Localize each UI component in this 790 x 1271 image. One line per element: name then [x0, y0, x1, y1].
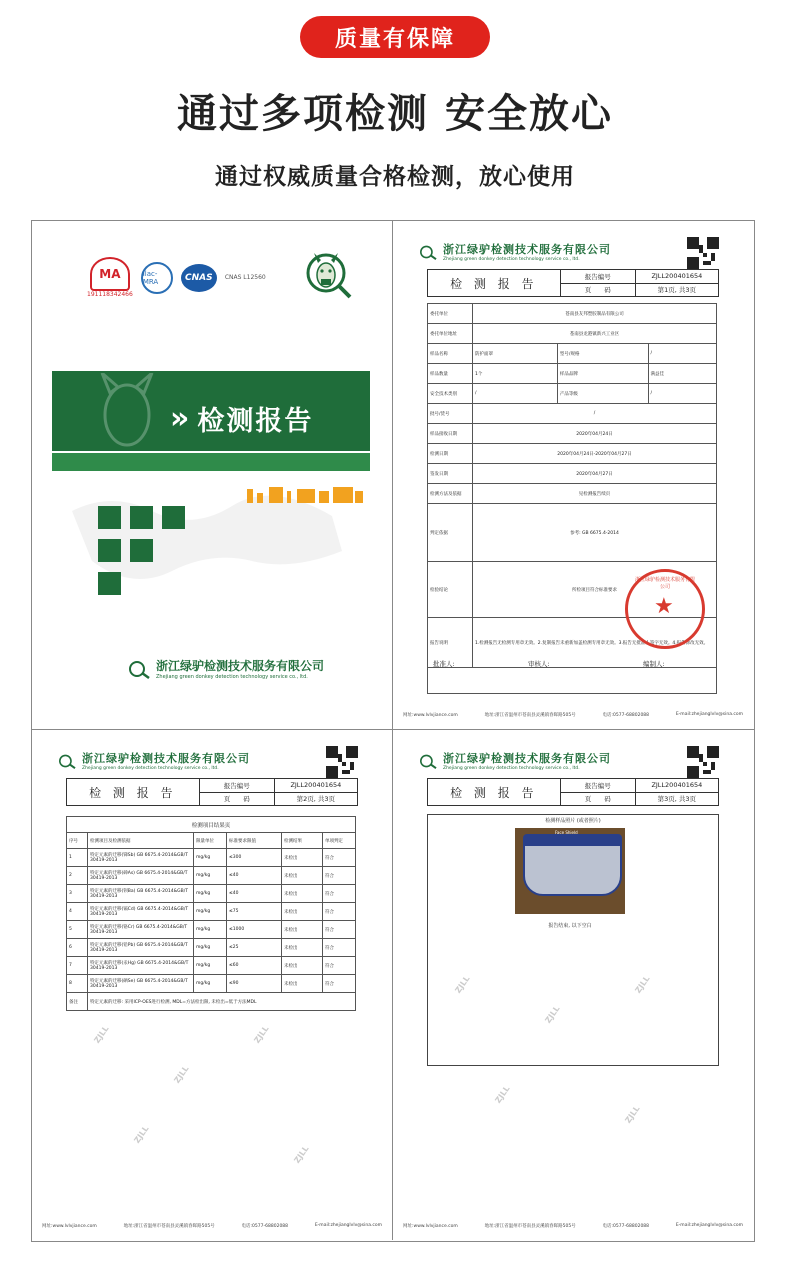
decor-square	[98, 506, 121, 529]
seal-text: 浙江绿驴检测技术服务有限公司	[634, 577, 695, 590]
footer-email: E-mail:zhejianglvlv@sina.com	[675, 1223, 743, 1228]
table-cell: 8	[67, 975, 88, 993]
watermark: ZJLL	[252, 1024, 271, 1045]
table-cell: 批号/货号	[428, 404, 473, 424]
photo-title: 检测样品照片 (或者照片)	[545, 818, 601, 824]
table-cell: mg/kg	[194, 957, 227, 975]
note-text: 特定元素的迁移: 采用ICP-OES进行检测, MDL=方法检出限, 未检出=低于方法MDL	[88, 993, 356, 1011]
footer-address: 地址:浙江省温州市苍南县灵溪镇春晖路505号	[484, 1224, 576, 1229]
table-cell: 特定元素的迁移(铅Pb) GB 6675.4-2014&GB/T 30419-2013	[88, 939, 194, 957]
table-cell: 特定元素的迁移(砷As) GB 6675.4-2014&GB/T 30419-2013	[88, 867, 194, 885]
page-label: 页 码	[200, 792, 274, 806]
report-title: 检 测 报 告	[428, 779, 561, 805]
footer-address: 地址:浙江省温州市苍南县灵溪镇春晖路505号	[123, 1224, 215, 1229]
report-title: 检 测 报 告	[428, 270, 561, 296]
page-footer	[403, 1223, 743, 1229]
table-cell: mg/kg	[194, 903, 227, 921]
face-shield-image	[523, 834, 622, 896]
ma-icon: MA	[90, 257, 130, 291]
table-row	[67, 957, 356, 975]
table-cell: 符合	[323, 885, 356, 903]
photo-caption: 报告结束, 以下空白	[548, 923, 592, 929]
footer-url: 网址:www.lvlvjiance.com	[403, 713, 458, 718]
footer-email: E-mail:zhejianglvlv@sina.com	[675, 712, 743, 717]
page-headline: 通过多项检测 安全放心	[177, 91, 613, 137]
chevron-right-icon: »	[170, 400, 190, 436]
report-title-box	[66, 778, 358, 806]
report-no-label: 报告编号	[223, 781, 250, 790]
company-logo-icon	[419, 244, 437, 260]
watermark: ZJLL	[172, 1064, 191, 1085]
page-footer	[403, 712, 743, 718]
table-cell: 特定元素的迁移(汞Hg) GB 6675.4-2014&GB/T 30419-2013	[88, 957, 194, 975]
table-cell: ≤60	[227, 957, 282, 975]
page-footer	[42, 1223, 382, 1229]
table-row	[67, 975, 356, 993]
decor-square	[98, 572, 121, 595]
table-row	[67, 885, 356, 903]
lab-name-en: Zhejiang green donkey detection technology service co., ltd.	[82, 766, 219, 771]
cnas-icon: CNAS	[181, 264, 217, 292]
company-name: 浙江绿驴检测技术服务有限公司	[156, 659, 325, 673]
report-page-3	[393, 730, 752, 1239]
table-cell: mg/kg	[194, 885, 227, 903]
table-header: 标准要求限值	[227, 833, 282, 849]
table-cell: ≤300	[227, 849, 282, 867]
table-cell: ≤90	[227, 975, 282, 993]
table-cell: 符合	[323, 957, 356, 975]
table-cell: 特定元素的迁移(钡Ba) GB 6675.4-2014&GB/T 30419-2013	[88, 885, 194, 903]
table-header: 限量单位	[194, 833, 227, 849]
table-cell: /	[473, 384, 558, 404]
qr-code-icon	[687, 237, 719, 269]
decorative-stripes	[247, 485, 367, 505]
table-cell: 特定元素的迁移(铬Cr) GB 6675.4-2014&GB/T 30419-2013	[88, 921, 194, 939]
table-header: 序号	[67, 833, 88, 849]
table-cell: 符合	[323, 849, 356, 867]
table-cell: 样品品牌	[557, 364, 648, 384]
table-row	[67, 921, 356, 939]
report-page-2	[32, 730, 391, 1239]
report-no-label: 报告编号	[584, 781, 611, 790]
report-title-box	[427, 269, 719, 297]
table-title: 检测项目结果页	[67, 817, 356, 833]
lab-name: 浙江绿驴检测技术服务有限公司	[443, 752, 611, 765]
table-header: 检测项目及检测依据	[88, 833, 194, 849]
table-cell: 7	[67, 957, 88, 975]
table-cell: 符合	[323, 975, 356, 993]
sample-photo	[515, 828, 625, 914]
table-cell: 苍南县友邦塑胶制品有限公司	[473, 304, 717, 324]
cnas-number: CNAS L12560	[224, 274, 266, 281]
table-cell: 未检出	[282, 903, 323, 921]
table-cell: 样品数量	[428, 364, 473, 384]
lab-name-en: Zhejiang green donkey detection technology service co., ltd.	[443, 766, 580, 771]
table-cell: 报告说明	[428, 618, 473, 668]
table-cell: /	[648, 384, 716, 404]
red-seal-stamp	[625, 569, 705, 649]
lab-name: 浙江绿驴检测技术服务有限公司	[443, 243, 611, 256]
table-cell: 委托单位	[428, 304, 473, 324]
page-number: 第2页, 共3页	[275, 792, 357, 806]
table-cell: 符合	[323, 939, 356, 957]
footer-phone: 电话:0577-68802088	[241, 1224, 289, 1229]
table-cell: 4	[67, 903, 88, 921]
table-cell: 1.检测报告无检测专用章无效。2.复制报告未重新加盖检测专用章无效。3.报告无批准人签字无效。4.报告涂改无效。	[473, 618, 717, 668]
table-cell: mg/kg	[194, 921, 227, 939]
table-cell: 见检测报告续页	[473, 484, 717, 504]
table-cell: 未检出	[282, 939, 323, 957]
table-cell: 1个	[473, 364, 558, 384]
watermark: ZJLL	[292, 1144, 311, 1165]
table-cell: 特定元素的迁移(镉Cd) GB 6675.4-2014&GB/T 30419-2013	[88, 903, 194, 921]
table-cell: 防护面罩	[473, 344, 558, 364]
table-header: 单项判定	[323, 833, 356, 849]
watermark: ZJLL	[92, 1024, 111, 1045]
cma-logo	[87, 257, 133, 299]
company-logo-icon	[419, 753, 437, 769]
cover-title-row	[170, 399, 313, 438]
decor-square	[162, 506, 185, 529]
table-cell: 未检出	[282, 849, 323, 867]
lab-name-en: Zhejiang green donkey detection technology service co., ltd.	[443, 257, 580, 262]
table-cell: 未检出	[282, 975, 323, 993]
table-cell: mg/kg	[194, 849, 227, 867]
report-cover	[32, 221, 391, 728]
table-cell: 检测方法及依据	[428, 484, 473, 504]
table-cell: 3	[67, 885, 88, 903]
table-row	[67, 903, 356, 921]
table-cell: 样品接收日期	[428, 424, 473, 444]
decor-square	[98, 539, 121, 562]
cover-band-light	[52, 453, 370, 471]
table-cell: 满益佳	[648, 364, 716, 384]
watermark: ZJLL	[633, 974, 652, 995]
table-cell: 安全技术类别	[428, 384, 473, 404]
page-number: 第1页, 共3页	[636, 283, 718, 297]
approver-label: 批准人:	[433, 660, 455, 668]
report-number: ZJLL200401654	[290, 781, 342, 790]
table-cell: /	[473, 404, 717, 424]
company-logo-icon	[58, 753, 76, 769]
lab-header	[419, 241, 611, 262]
footer-address: 地址:浙江省温州市苍南县灵溪镇春晖路505号	[484, 713, 576, 718]
footer-url: 网址:www.lvlvjiance.com	[403, 1224, 458, 1229]
table-cell: 6	[67, 939, 88, 957]
report-number: ZJLL200401654	[651, 781, 703, 790]
footer-phone: 电话:0577-68802088	[602, 1224, 650, 1229]
table-cell: 1	[67, 849, 88, 867]
report-number: ZJLL200401654	[651, 272, 703, 281]
table-cell: 2020年04月24日-2020年04月27日	[473, 444, 717, 464]
table-cell: 2020年04月27日	[473, 464, 717, 484]
qr-code-icon	[687, 746, 719, 778]
donkey-watermark-icon	[92, 373, 162, 449]
table-cell: 产品等级	[557, 384, 648, 404]
results-table	[66, 816, 356, 1011]
table-row	[67, 849, 356, 867]
table-cell: mg/kg	[194, 867, 227, 885]
table-cell: 未检出	[282, 867, 323, 885]
table-cell: /	[648, 344, 716, 364]
ma-number: 191118342466	[87, 291, 133, 298]
page-label: 页 码	[561, 792, 635, 806]
donkey-mascot-icon	[304, 251, 354, 299]
footer-phone: 电话:0577-68802088	[602, 713, 650, 718]
decor-square	[130, 539, 153, 562]
table-cell: 委托单位地址	[428, 324, 473, 344]
table-cell: 特定元素的迁移(锑Sb) GB 6675.4-2014&GB/T 30419-2013	[88, 849, 194, 867]
table-cell: 型号/规格	[557, 344, 648, 364]
qr-code-icon	[326, 746, 358, 778]
table-cell: 检验结论	[428, 562, 473, 618]
table-cell: 样品名称	[428, 344, 473, 364]
table-cell: 检测日期	[428, 444, 473, 464]
report-page-1	[393, 221, 752, 728]
table-cell: ≤75	[227, 903, 282, 921]
table-cell: ≤25	[227, 939, 282, 957]
footer-email: E-mail:zhejianglvlv@sina.com	[314, 1223, 382, 1228]
lab-header	[419, 750, 611, 771]
watermark: ZJLL	[132, 1124, 151, 1145]
table-cell: ≤40	[227, 867, 282, 885]
footer-url: 网址:www.lvlvjiance.com	[42, 1224, 97, 1229]
cover-title: 检测报告	[197, 406, 314, 437]
table-cell: 2	[67, 867, 88, 885]
table-cell: 判定依据	[428, 504, 473, 562]
table-cell: 5	[67, 921, 88, 939]
table-cell: 未检出	[282, 921, 323, 939]
table-cell: 未检出	[282, 885, 323, 903]
star-icon: ★	[654, 594, 674, 619]
note-label: 备注	[67, 993, 88, 1011]
shield-label: Face Shield	[555, 830, 578, 835]
lab-header	[58, 750, 250, 771]
table-row	[67, 867, 356, 885]
company-logo-icon	[128, 659, 150, 679]
table-cell: mg/kg	[194, 939, 227, 957]
ilac-icon: ilac-MRA	[141, 262, 173, 294]
quality-badge: 质量有保障	[300, 16, 490, 58]
page-label: 页 码	[561, 283, 635, 297]
decor-square	[130, 506, 153, 529]
reviewer-label: 审核人:	[528, 660, 550, 668]
table-cell: mg/kg	[194, 975, 227, 993]
page-number: 第3页, 共3页	[636, 792, 718, 806]
table-cell: 符合	[323, 867, 356, 885]
table-cell: 符合	[323, 903, 356, 921]
report-no-label: 报告编号	[584, 272, 611, 281]
cover-company	[128, 657, 324, 680]
watermark: ZJLL	[453, 974, 472, 995]
table-cell: 符合	[323, 921, 356, 939]
table-cell: ≤1000	[227, 921, 282, 939]
table-cell: 苍南县龙港镇新兴工业区	[473, 324, 717, 344]
watermark: ZJLL	[543, 1004, 562, 1025]
compiler-label: 编制人:	[643, 660, 665, 668]
table-row	[67, 939, 356, 957]
table-cell: 2020年04月24日	[473, 424, 717, 444]
table-cell: 所检项目符合标准要求	[473, 562, 717, 618]
watermark: ZJLL	[623, 1104, 642, 1125]
table-cell: 参考: GB 6675.4-2014	[473, 504, 717, 562]
report-title-box	[427, 778, 719, 806]
table-cell: 签发日期	[428, 464, 473, 484]
certification-logos	[87, 257, 266, 299]
report-title: 检 测 报 告	[67, 779, 200, 805]
lab-name: 浙江绿驴检测技术服务有限公司	[82, 752, 250, 765]
table-cell: 特定元素的迁移(硒Se) GB 6675.4-2014&GB/T 30419-2013	[88, 975, 194, 993]
watermark: ZJLL	[493, 1084, 512, 1105]
company-name-en: Zhejiang green donkey detection technology service co., ltd.	[156, 674, 308, 680]
table-header: 检测结果	[282, 833, 323, 849]
table-cell: 未检出	[282, 957, 323, 975]
page-subheadline: 通过权威质量合格检测，放心使用	[215, 164, 575, 190]
table-cell: ≤40	[227, 885, 282, 903]
signature-row	[428, 668, 717, 694]
